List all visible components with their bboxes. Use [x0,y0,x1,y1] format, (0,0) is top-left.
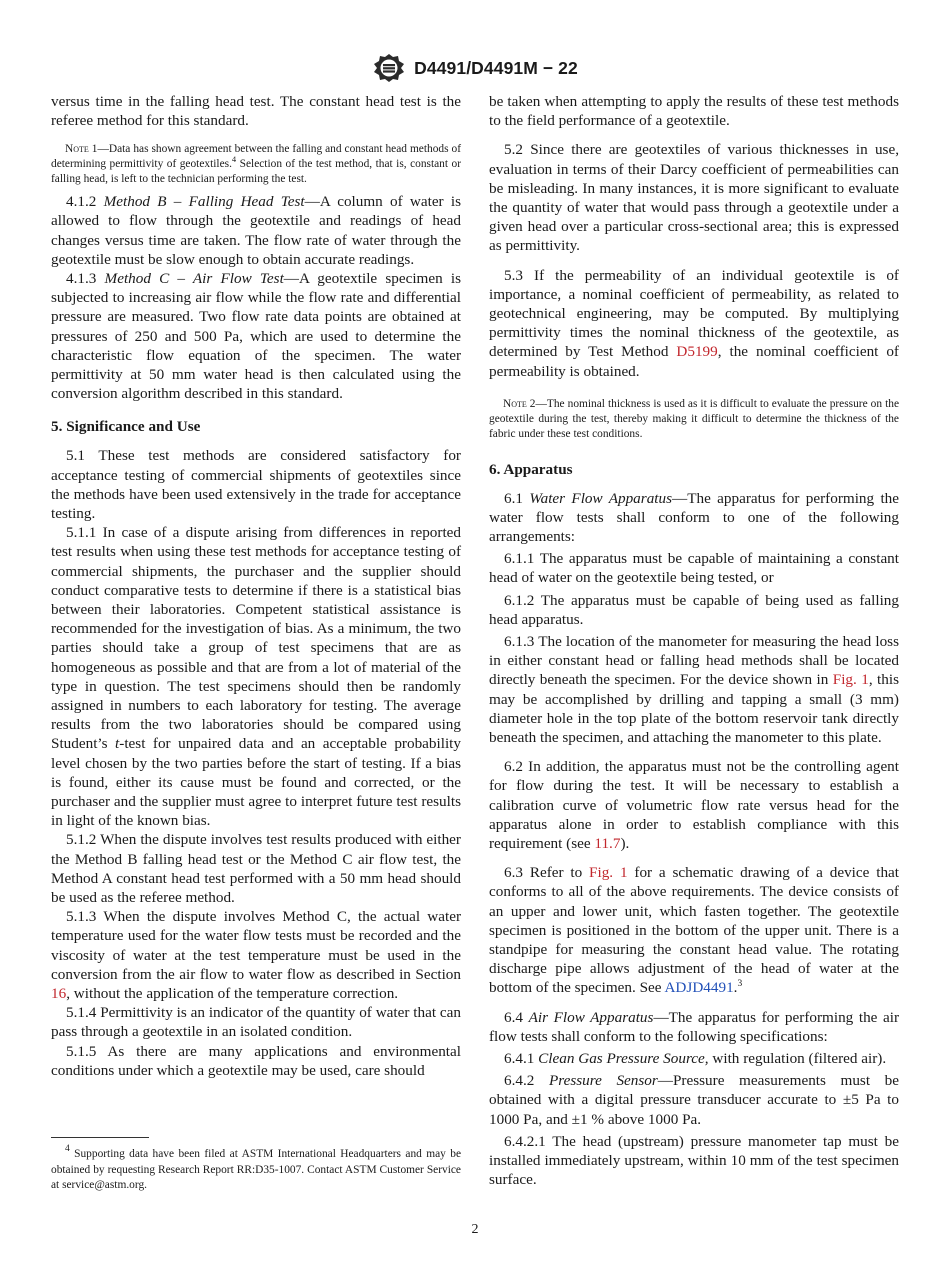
document-designation: D4491/D4491M − 22 [414,57,578,78]
section-11-7-link[interactable]: 11.7 [594,835,621,853]
astm-logo-icon [372,53,406,83]
paragraph-6-4: 6.4 Air Flow Apparatus—The apparatus for performing the air flow tests shall conform to the following specifications: [489,1008,900,1045]
paragraph-5-1-3: 5.1.3 When the dispute involves Method C, the actual water temperature used for the water flow tests must be recorded and the viscosity of water at the test temperature must be used in the conversion from the air flow to water flow as described in Section 16, without the application of the temperature correction. [51,908,461,1003]
paragraph-6-4-2-1: 6.4.2.1 The head (upstream) pressure manometer tap must be installed immediately upstream, within 10 mm of the test specimen surface. [489,1132,899,1189]
section-16-link[interactable]: 16 [51,985,67,1003]
paragraph-6-2: 6.2 In addition, the apparatus must not be the controlling agent for flow during the test. It will be necessary to establish a calibration curve of volumetric flow rate versus head for the apparatus alone in order to establish compliance with this requirement (see 11.7). [489,758,899,853]
footnote-4: $^4$ Supporting data have been filed at ASTM International Headquarters and may be obtained by requesting Research Report RR:D35-1007. Contact ASTM Customer Service at service@astm.org. [51,1144,461,1191]
section-heading-6: 6. Apparatus [489,460,573,478]
paragraph-5-3: 5.3 If the permeability of an individual geotextile is of importance, a nominal coefficient of permeability, as related to geotechnical engineering, may be computed. By multiplying permittivity times the nominal thickness of the geotextile, as determined by Test Method D5199, the nominal coefficient of permeability is obtained. [489,266,899,380]
note-label: Note 2 [503,397,536,410]
paragraph-5-1: 5.1 These test methods are considered satisfactory for acceptance testing of commercial shipments of geotextiles since the methods have been used extensively in the trade for acceptance testing. [51,447,461,522]
page-header [0,53,950,83]
paragraph-5-1-5: 5.1.5 As there are many applications and environmental conditions under which a geotextile may be used, care should [51,1042,461,1079]
paragraph-continuation: versus time in the falling head test. The constant head test is the referee method for this standard. [51,93,461,130]
paragraph-6-4-1: 6.4.1 Clean Gas Pressure Source, with regulation (filtered air). [504,1050,887,1068]
section-heading-5: 5. Significance and Use [51,418,201,436]
paragraph-5-1-4: 5.1.4 Permittivity is an indicator of the quantity of water that can pass through a geotextile in an isolated condition. [51,1004,461,1041]
adjd4491-link[interactable]: ADJD4491 [664,979,734,997]
fig-1-link[interactable]: Fig. 1 [589,864,628,882]
paragraph-5-1-1: 5.1.1 In case of a dispute arising from differences in reported test results when using these test methods for acceptance testing of commercial shipments, the purchaser and the supplier should conduct comparative tests to determine if there is a statistical bias between their laboratories. Competent statistical assistance is recommended for the investigation of bias. As a minimum, the two parties should take a group of test specimens that are as homogeneous as possible and that are from a lot of material of the type in question. The test specimens should then be randomly assigned in numbers to each laboratory for testing. The average results from the two laboratories should be compared using Student’s t-test for unpaired data and an acceptable probability level chosen by the two parties before the start of testing. If a bias is found, either its cause must be found and corrected, or the purchaser and the supplier must agree to interpret future test results in light of the known bias. [51,524,461,830]
paragraph-6-1-3: 6.1.3 The location of the manometer for measuring the head loss in either constant head or falling head methods shall be located directly beneath the specimen. For the device shown in Fig. 1, this may be accomplished by drilling and tapping a small (3 mm) diameter hole in the top plate of the bottom reservoir tank directly beneath the specimen, and attaching the manometer to this plate. [489,632,899,746]
left-column [51,92,461,1080]
paragraph-6-1-2: 6.1.2 The apparatus must be capable of being used as falling head apparatus. [489,591,899,628]
paragraph-6-1: 6.1 Water Flow Apparatus—The apparatus for performing the water flow tests shall conform to one of the following arrangements: [489,489,900,545]
paragraph-4-1-2: 4.1.2 Method B – Falling Head Test—A column of water is allowed to flow through the geotextile and readings of head changes versus time are taken. The flow rate of water through the geotextile must be slow enough to obtain accurate readings. [51,193,461,268]
paragraph-5-2: 5.2 Since there are geotextiles of various thicknesses in use, evaluation in terms of their Darcy coefficient of permeabilities can be misleading. In many instances, it is more significant to evaluate the quantity of water that would pass through a geotextile under a given head over a particular cross-sectional area; this is expressed as permittivity. [489,141,899,255]
footnote-ref: 3 [737,979,743,990]
right-column [489,92,899,1189]
note-1: Note 1—Data has shown agreement between the falling and constant head methods of determining permittivity of geotextiles.$^4$ Selection of the test method, that is, constant or falling head, is left to the technician performing the test. [51,143,461,186]
note-2: Note 2—The nominal thickness is used as it is difficult to evaluate the pressure on the geotextile during the test, thereby making it difficult to determine the thickness of the fabric under these test conditions. [489,397,899,440]
paragraph-6-1-1: 6.1.1 The apparatus must be capable of maintaining a constant head of water on the geotextile being tested, or [489,550,899,587]
d5199-link[interactable]: D5199 [676,343,718,361]
paragraph-continuation: be taken when attempting to apply the results of these test methods to the field performance of a geotextile. [489,93,899,130]
paragraph-4-1-3: 4.1.3 Method C – Air Flow Test—A geotextile specimen is subjected to increasing air flow while the flow rate and differential pressure are measured. Two flow rate data points are obtained at pressures of 250 and 500 Pa, which are used to determine the characteristic flow equation of the specimen. The water permittivity at 50 mm water head is then calculated using the conversion algorithm described in this standard. [51,269,461,403]
fig-1-link[interactable]: Fig. 1 [832,671,869,689]
page-number: 2 [471,1222,479,1237]
footnote-divider [51,1137,149,1138]
footnote-ref: 4 [231,154,237,165]
paragraph-6-4-2: 6.4.2 Pressure Sensor—Pressure measurements must be obtained with a digital pressure transducer accurate to ±5 Pa to 1000 Pa, and ±1 % above 1000 Pa. [489,1072,899,1128]
paragraph-5-1-2: 5.1.2 When the dispute involves test results produced with either the Method B falling head test or the Method C air flow test, the Method A constant head test performed with a 50 mm head should be used as the referee method. [51,831,461,907]
paragraph-6-3: 6.3 Refer to Fig. 1 for a schematic drawing of a device that conforms to all of the above requirements. The device consists of an upper and lower unit, which fasten together. The geotextile specimen is positioned in the bottom of the upper unit. There is a standpipe for measuring the constant head value. The rotating discharge pipe allows adjustment of the head of water at the bottom of the specimen. See ADJD4491.$^3$ [489,864,899,997]
note-label: Note 1 [65,143,98,156]
